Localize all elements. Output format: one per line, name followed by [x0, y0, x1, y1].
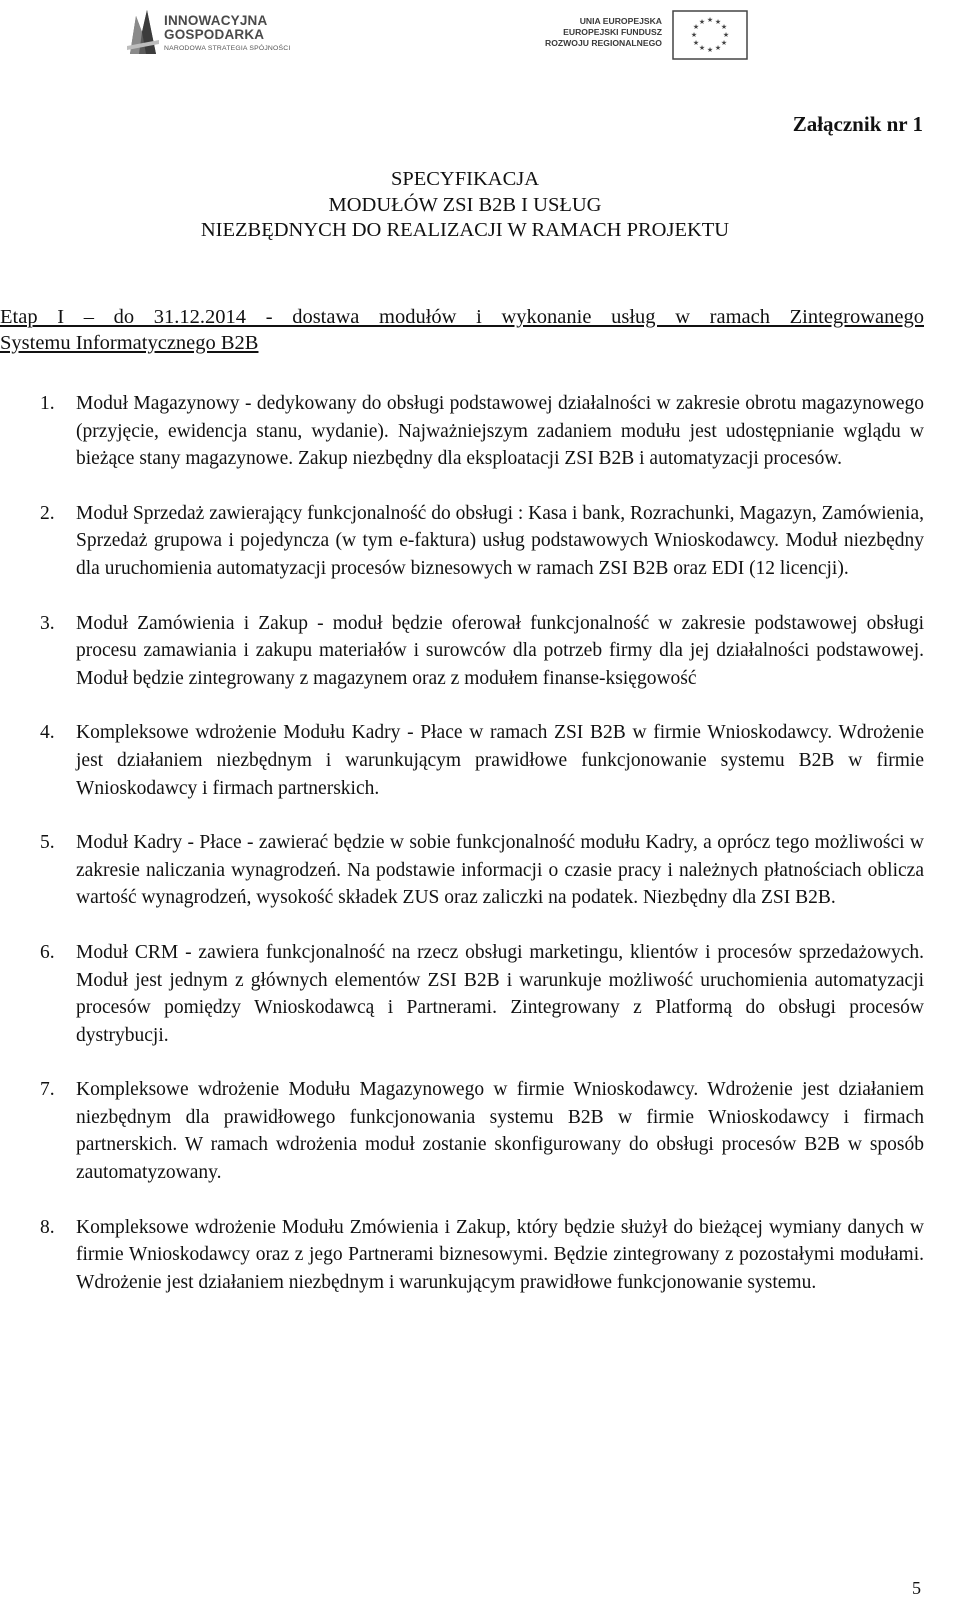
item-text: Moduł Sprzedaż zawierający funkcjonalność do obsługi : Kasa i bank, Rozrachunki, Magazyn, Zamówienia, Sprzedaż grupowa i pojedyncza (w tym e-faktura) usług podstawowych Wnioskodawcy. Moduł niezbędny dla uruchomienia automatyzacji procesów biznesowych w ramach ZSI B2B oraz EDI (12 licencji). [76, 502, 924, 579]
logo-title-line1: INNOWACYJNA [164, 13, 268, 28]
module-list [0, 390, 924, 1323]
svg-text:★: ★ [698, 18, 706, 26]
list-item [0, 500, 924, 583]
list-item [0, 719, 924, 802]
svg-text:★: ★ [692, 23, 700, 31]
eu-fund-logo [545, 10, 748, 60]
innovative-economy-logo-icon [126, 6, 160, 56]
stage-line1: Etap I – do 31.12.2014 - dostawa modułów i wykonanie usług w ramach Zintegrowanego [0, 306, 924, 328]
list-item [0, 1076, 924, 1186]
item-number: 6. [40, 941, 55, 963]
document-title [0, 167, 930, 244]
list-item [0, 610, 924, 693]
svg-text:★: ★ [714, 44, 722, 52]
svg-text:★: ★ [706, 46, 714, 54]
svg-text:★: ★ [690, 31, 698, 39]
item-text: Moduł Kadry - Płace - zawierać będzie w sobie funkcjonalność modułu Kadry, a oprócz tego możliwości w zakresie naliczania wynagrodzeń. Na podstawie informacji o czasie pracy i należnych płatnościach oblicza wartość wynagrodzeń, wysokość składek ZUS oraz zaliczki na podatek. Niezbędny dla ZSI B2B. [76, 832, 924, 909]
innowacyjna-gospodarka-logo [126, 6, 296, 58]
item-number: 8. [40, 1216, 55, 1238]
svg-text:★: ★ [706, 16, 714, 24]
item-number: 4. [40, 722, 55, 744]
eu-logo-line1: UNIA EUROPEJSKA [579, 16, 662, 26]
list-item [0, 829, 924, 912]
item-text: Kompleksowe wdrożenie Modułu Zmówienia i Zakup, który będzie służył do bieżącej wymiany danych w firmie Wnioskodawcy oraz z jego Partnerami biznesowymi. Będzie zintegrowany z pozostałymi modułami. Wdrożenie jest działaniem niezbędnym i warunkującym prawidłowe funkcjonowanie systemu. [76, 1216, 924, 1293]
item-text: Moduł CRM - zawiera funkcjonalność na rzecz obsługi marketingu, klientów i procesów sprzedażowych. Moduł jest jednym z głównych elementów ZSI B2B i warunkuje możliwość uruchomienia automatyzacji procesów pomiędzy Wnioskodawcą i Partnerami. Zintegrowany z Platformą do obsługi procesów dystrybucji. [76, 941, 924, 1046]
title-line1: SPECYFIKACJA [390, 168, 540, 190]
svg-text:★: ★ [720, 39, 728, 47]
list-item [0, 939, 924, 1049]
item-text: Moduł Zamówienia i Zakup - moduł będzie oferował funkcjonalność w zakresie podstawowej obsługi procesu zamawiania i zakupu materiałów i surowców dla potrzeb firmy dla jej działalności podstawowej. Moduł będzie zintegrowany z magazynem oraz z modułem finanse-księgowość [76, 612, 924, 689]
item-number: 3. [40, 612, 55, 634]
logo-subtitle: NARODOWA STRATEGIA SPÓJNOŚCI [164, 45, 291, 52]
stage-line2: Systemu Informatycznego B2B [0, 331, 259, 354]
item-text: Kompleksowe wdrożenie Modułu Magazynowego w firmie Wnioskodawcy. Wdrożenie jest działaniem niezbędnym dla prawidłowego funkcjonowania systemu B2B w firmie Wnioskodawcy i firmach partnerskich. W ramach wdrożenia moduł zostanie skonfigurowany do obsługi procesów B2B w sposób zautomatyzowany. [76, 1079, 924, 1184]
annex-label: Załącznik nr 1 [792, 112, 923, 136]
list-item [0, 1214, 924, 1297]
title-line3: NIEZBĘDNYCH DO REALIZACJI W RAMACH PROJEKTU [200, 219, 730, 241]
item-number: 2. [40, 502, 55, 524]
logo-title-line2: GOSPODARKA [164, 27, 265, 42]
list-item [0, 390, 924, 473]
item-number: 5. [40, 832, 55, 854]
stage-heading [0, 305, 924, 356]
eu-logo-line3: ROZWOJU REGIONALNEGO [545, 38, 662, 48]
page-number: 5 [912, 1578, 921, 1598]
item-text: Moduł Magazynowy - dedykowany do obsługi podstawowej działalności w zakresie obrotu magazynowego (przyjęcie, ewidencja stanu, wydanie). Najważniejszym zadaniem modułu jest udostępnianie wglądu w bieżące stany magazynowe. Zakup niezbędny dla eksploatacji ZSI B2B i automatyzacji procesów. [76, 393, 924, 470]
header-logos [0, 0, 960, 70]
item-number: 1. [40, 393, 55, 414]
title-line2: MODUŁÓW ZSI B2B I USŁUG [328, 193, 602, 216]
eu-logo-line2: EUROPEJSKI FUNDUSZ [563, 27, 662, 37]
svg-text:★: ★ [692, 39, 700, 47]
svg-text:★: ★ [720, 23, 728, 31]
svg-text:★: ★ [714, 18, 722, 26]
eu-flag-icon [672, 10, 748, 60]
svg-text:★: ★ [698, 44, 706, 52]
item-text: Kompleksowe wdrożenie Modułu Kadry - Płace w ramach ZSI B2B w firmie Wnioskodawcy. Wdrożenie jest działaniem niezbędnym i warunkującym prawidłowe funkcjonowanie systemu B2B w firmie Wnioskodawcy i firmach partnerskich. [76, 722, 924, 799]
item-number: 7. [40, 1079, 55, 1101]
svg-text:★: ★ [722, 31, 730, 39]
